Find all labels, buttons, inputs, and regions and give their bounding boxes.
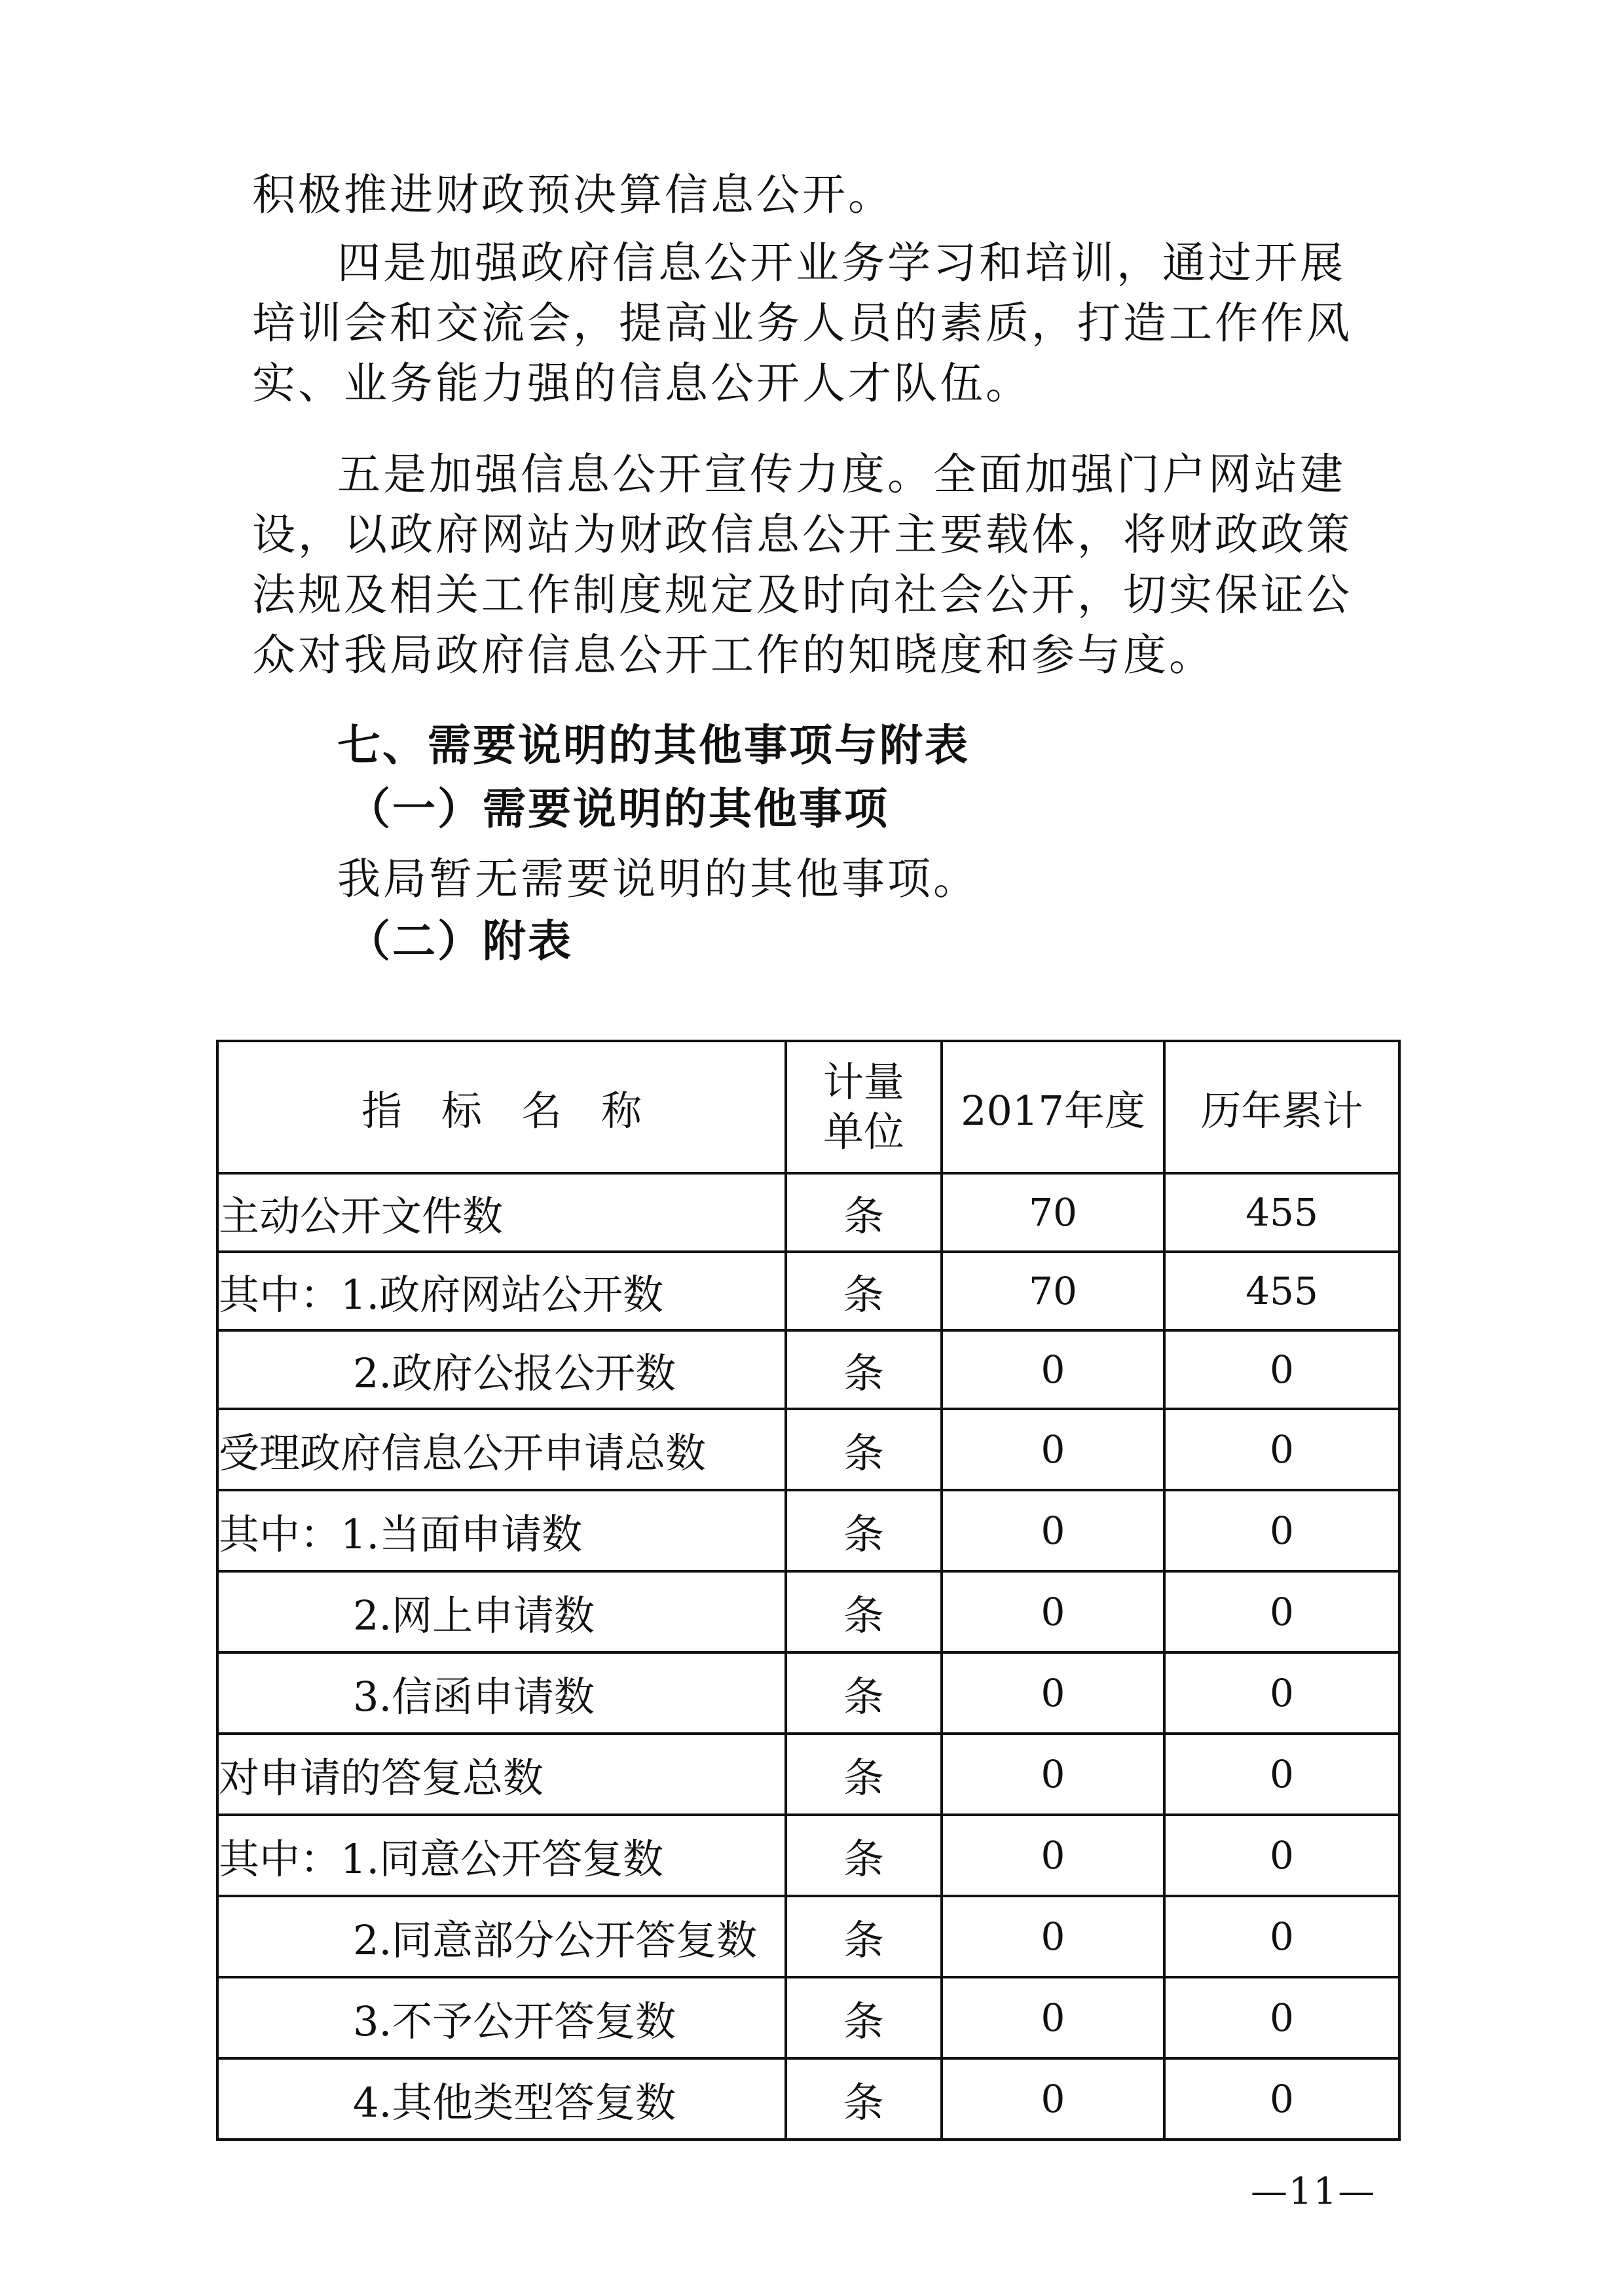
row-unit: 条 [786,1571,942,1652]
appendix-table [216,1040,1401,2141]
row-total-value: 0 [1164,1571,1399,1652]
row-unit: 条 [786,1173,942,1252]
row-year-value: 0 [942,1977,1164,2058]
row-total-value: 0 [1164,1977,1399,2058]
row-name: 3.不予公开答复数 [217,1977,786,2058]
table-row [217,1409,1399,1490]
table-row [217,1734,1399,1815]
row-year-value: 0 [942,1409,1164,1490]
row-name: 3.信函申请数 [217,1652,786,1734]
row-name: 4.其他类型答复数 [217,2058,786,2140]
row-year-value: 70 [942,1173,1164,1252]
row-unit: 条 [786,1330,942,1409]
row-total-value: 0 [1164,1896,1399,1977]
row-year-value: 0 [942,1571,1164,1652]
row-year-value: 0 [942,1652,1164,1734]
row-unit: 条 [786,1734,942,1815]
header-unit: 计量 单位 [786,1041,942,1173]
row-name: 对申请的答复总数 [217,1734,786,1815]
table-row [217,1977,1399,2058]
subheading-other-matters: （一）需要说明的其他事项 [347,784,889,834]
table-header-row [217,1041,1399,1173]
row-name: 其中：1.政府网站公开数 [217,1252,786,1330]
header-indicator-name: 指标名称 [217,1041,786,1173]
table-row [217,1330,1399,1409]
row-name: 其中：1.当面申请数 [217,1490,786,1571]
row-total-value: 0 [1164,1652,1399,1734]
table-row [217,1815,1399,1896]
row-year-value: 0 [942,2058,1164,2140]
table-row [217,1571,1399,1652]
row-unit: 条 [786,1490,942,1571]
row-total-value: 455 [1164,1173,1399,1252]
header-year-2017: 2017年度 [942,1041,1164,1173]
paragraph-continuation: 积极推进财政预决算信息公开。 [252,170,894,220]
row-unit: 条 [786,1815,942,1896]
row-name: 受理政府信息公开申请总数 [217,1409,786,1490]
row-name: 2.同意部分公开答复数 [217,1896,786,1977]
row-total-value: 455 [1164,1252,1399,1330]
header-cumulative: 历年累计 [1164,1041,1399,1173]
row-unit: 条 [786,2058,942,2140]
row-year-value: 0 [942,1330,1164,1409]
row-total-value: 0 [1164,1330,1399,1409]
row-name: 其中：1.同意公开答复数 [217,1815,786,1896]
row-unit: 条 [786,1977,942,2058]
row-name: 2.网上申请数 [217,1571,786,1652]
table-row [217,1173,1399,1252]
table-row [217,1252,1399,1330]
row-name: 2.政府公报公开数 [217,1330,786,1409]
section-heading-seven: 七、需要说明的其他事项与附表 [337,720,970,771]
row-unit: 条 [786,1252,942,1330]
subheading-appendix: （二）附表 [347,916,573,966]
page-number: —11— [1251,2170,1376,2213]
paragraph-point-five: 五是加强信息公开宣传力度。全面加强门户网站建设，以政府网站为财政信息公开主要载体，将财政政策法规及相关工作制度规定及时向社会公开，切实保证公众对我局政府信息公开工作的知晓度和参与度。 [252,449,1352,680]
row-total-value: 0 [1164,1734,1399,1815]
row-total-value: 0 [1164,1409,1399,1490]
row-unit: 条 [786,1409,942,1490]
row-year-value: 0 [942,1734,1164,1815]
row-unit: 条 [786,1652,942,1734]
table-row [217,2058,1399,2140]
paragraph-point-four: 四是加强政府信息公开业务学习和培训，通过开展培训会和交流会，提高业务人员的素质，打造工作作风实、业务能力强的信息公开人才队伍。 [252,238,1352,409]
row-year-value: 0 [942,1896,1164,1977]
row-total-value: 0 [1164,2058,1399,2140]
row-year-value: 0 [942,1815,1164,1896]
row-total-value: 0 [1164,1490,1399,1571]
row-year-value: 70 [942,1252,1164,1330]
other-matters-text: 我局暂无需要说明的其他事项。 [337,854,979,904]
row-year-value: 0 [942,1490,1164,1571]
row-unit: 条 [786,1896,942,1977]
row-total-value: 0 [1164,1815,1399,1896]
table-row [217,1652,1399,1734]
row-name: 主动公开文件数 [217,1173,786,1252]
table-row [217,1490,1399,1571]
table-row [217,1896,1399,1977]
